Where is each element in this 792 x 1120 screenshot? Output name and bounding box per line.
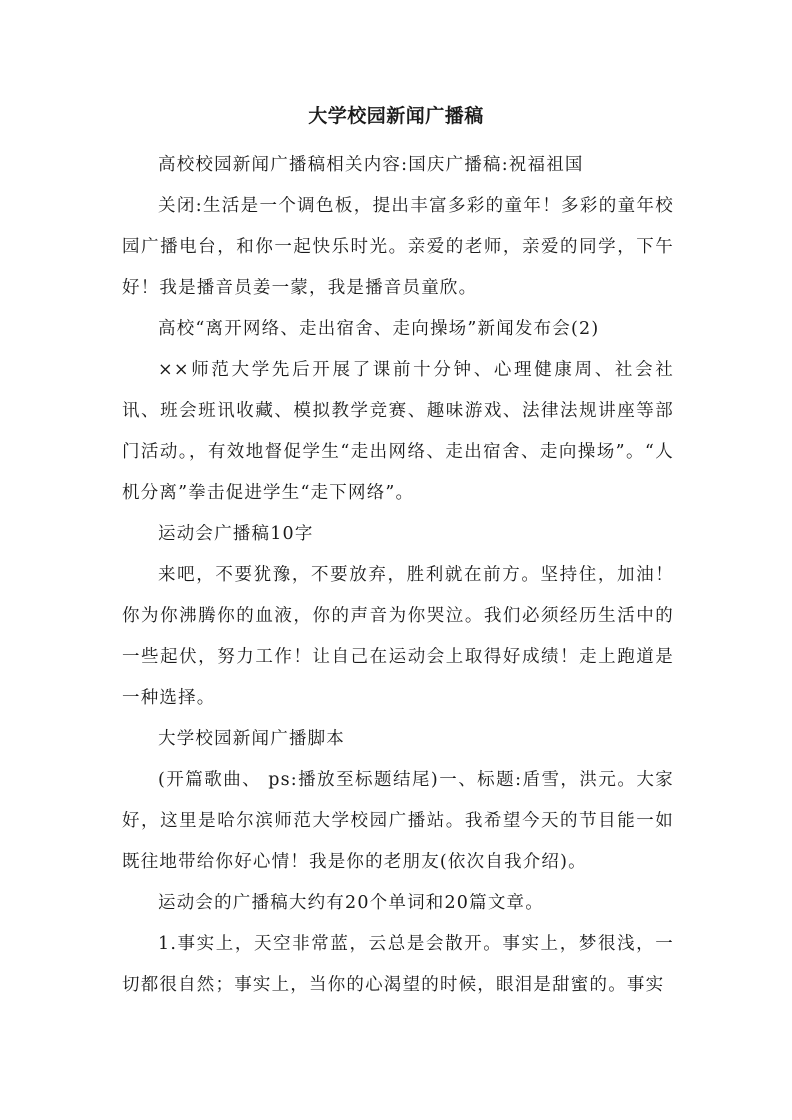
paragraph-intro: 高校校园新闻广播稿相关内容:国庆广播稿:祝福祖国 xyxy=(158,155,584,175)
document-body xyxy=(122,145,674,1006)
paragraph-sports-meet-note: 运动会的广播稿大约有20个单词和20篇文章。 xyxy=(158,893,544,913)
paragraph-opening: 关闭:生活是一个调色板，提出丰富多彩的童年！多彩的童年校园广播电台，和你一起快乐时光。亲爱的老师，亲爱的同学，下午好！我是播音员姜一蒙，我是播音员童欣。 xyxy=(122,196,674,298)
paragraph-encouragement: 来吧，不要犹豫，不要放弃，胜利就在前方。坚持住，加油！你为你沸腾你的血液，你的声音为你哭泣。我们必须经历生活中的一些起伏，努力工作！让自己在运动会上取得好成绩！走上跑道是一种选择。 xyxy=(122,565,674,708)
paragraph-heading-press-conference: 高校“离开网络、走出宿舍、走向操场”新闻发布会(2) xyxy=(158,319,600,339)
paragraph-script: (开篇歌曲、 ps:播放至标题结尾)一、标题:盾雪，洪元。大家好，这里是哈尔滨师范大学校园广播站。我希望今天的节目能一如既往地带给你好心情！我是你的老朋友(依次自我介绍)。 xyxy=(122,770,674,872)
paragraph-heading-sports-meet: 运动会广播稿10字 xyxy=(158,524,314,544)
paragraph-activities: ××师范大学先后开展了课前十分钟、心理健康周、社会社讯、班会班讯收藏、模拟教学竞赛、趣味游戏、法律法规讲座等部门活动。，有效地督促学生“走出网络、走出宿舍、走向操场”。“人机分离”拳击促进学生“走下网络”。 xyxy=(122,360,674,503)
paragraph-heading-script: 大学校园新闻广播脚本 xyxy=(158,729,345,749)
document-title: 大学校园新闻广播稿 xyxy=(308,105,484,127)
paragraph-numbered-1: 1.事实上，天空非常蓝，云总是会散开。事实上，梦很浅，一切都很自然；事实上，当你的心渴望的时候，眼泪是甜蜜的。事实 xyxy=(122,934,674,995)
